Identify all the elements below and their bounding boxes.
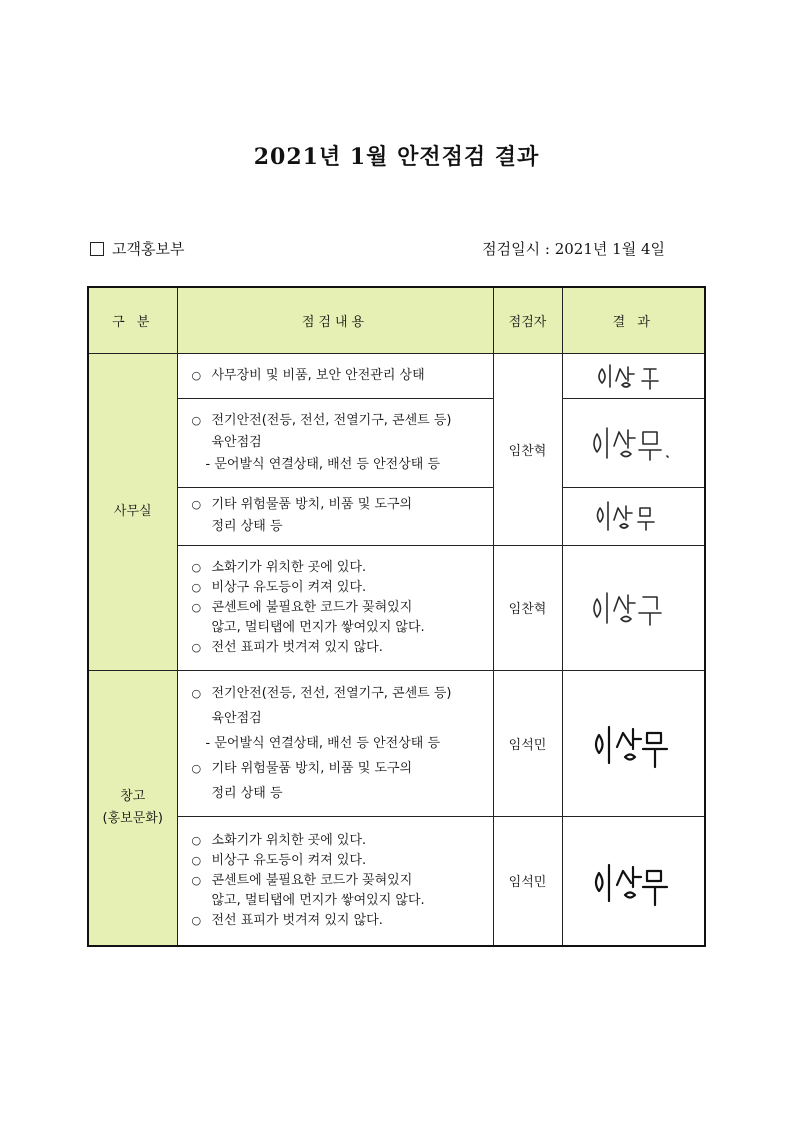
check-content <box>177 353 493 398</box>
signature-image <box>583 713 683 773</box>
check-content <box>177 545 493 670</box>
inspection-date: 점검일시 : 2021년 1월 4일 <box>482 240 665 258</box>
signature-image <box>583 585 683 631</box>
signature-image <box>583 420 683 466</box>
content-line: ○ 사무장비 및 비품, 보안 안전관리 상태 <box>192 365 483 387</box>
content-line: ○ 기타 위험물품 방치, 비품 및 도구의 <box>192 494 483 516</box>
inspection-table <box>87 286 706 947</box>
content-line: 않고, 멀티탭에 먼지가 쌓여있지 않다. <box>211 892 425 908</box>
content-line: ○ 전기안전(전등, 전선, 전열기구, 콘센트 등) <box>192 681 483 706</box>
category-label: 창고 <box>120 788 146 804</box>
content-line: ○ 기타 위험물품 방치, 비품 및 도구의 <box>192 756 483 781</box>
content-line: ○ 비상구 유도등이 켜져 있다. <box>192 578 483 598</box>
table-row <box>88 487 705 545</box>
inspector-name: 임찬혁 <box>493 545 562 670</box>
header-content: 점검내용 <box>177 287 493 353</box>
header-row <box>88 287 705 353</box>
content-line: ○ 콘센트에 불필요한 코드가 꽂혀있지 <box>192 598 483 618</box>
content-line: 정리 상태 등 <box>211 519 283 534</box>
result-signature <box>562 816 705 946</box>
result-signature <box>562 670 705 816</box>
inspector-name: 임찬혁 <box>493 353 562 545</box>
result-signature <box>562 545 705 670</box>
table-row <box>88 398 705 487</box>
check-content <box>177 398 493 487</box>
check-content <box>177 670 493 816</box>
content-line: ○ 비상구 유도등이 켜져 있다. <box>192 851 483 871</box>
header-category: 구 분 <box>88 287 177 353</box>
category-office: 사무실 <box>88 353 177 670</box>
content-line: 육안점검 <box>211 434 262 450</box>
checkbox-icon <box>90 242 104 256</box>
content-line: ○ 콘센트에 불필요한 코드가 꽂혀있지 <box>192 871 483 891</box>
department-line <box>90 238 184 259</box>
content-line: ○ 전선 표피가 벗겨져 있지 않다. <box>192 911 483 931</box>
department-name: 고객홍보부 <box>112 240 185 258</box>
content-line: 정리 상태 등 <box>211 785 283 801</box>
inspector-name: 임석민 <box>493 670 562 816</box>
header-inspector: 점검자 <box>493 287 562 353</box>
check-content <box>177 487 493 545</box>
content-line: ○ 소화기가 위치한 곳에 있다. <box>192 558 483 578</box>
document-title: 2021년 1월 안전점검 결과 <box>253 144 540 170</box>
check-content <box>177 816 493 946</box>
content-line: ○ 소화기가 위치한 곳에 있다. <box>192 831 483 851</box>
table-row <box>88 816 705 946</box>
content-line: 육안점검 <box>211 710 262 726</box>
result-signature <box>562 353 705 398</box>
signature-image <box>588 496 678 536</box>
content-line: 않고, 멀티탭에 먼지가 쌓여있지 않다. <box>211 619 425 635</box>
category-label: (홍보문화) <box>102 810 163 826</box>
content-line: - 문어발식 연결상태, 배선 등 안전상태 등 <box>205 735 441 751</box>
content-line: ○ 전선 표피가 벗겨져 있지 않다. <box>192 638 483 658</box>
header-result: 결 과 <box>562 287 705 353</box>
category-warehouse <box>88 670 177 946</box>
table-row <box>88 353 705 398</box>
signature-image <box>588 359 678 393</box>
table-row <box>88 670 705 816</box>
result-signature <box>562 487 705 545</box>
signature-image <box>583 851 683 911</box>
table-row <box>88 545 705 670</box>
inspector-name: 임석민 <box>493 816 562 946</box>
result-signature <box>562 398 705 487</box>
content-line: ○ 전기안전(전등, 전선, 전열기구, 콘센트 등) <box>192 410 483 432</box>
content-line: - 문어발식 연결상태, 배선 등 안전상태 등 <box>205 456 441 472</box>
